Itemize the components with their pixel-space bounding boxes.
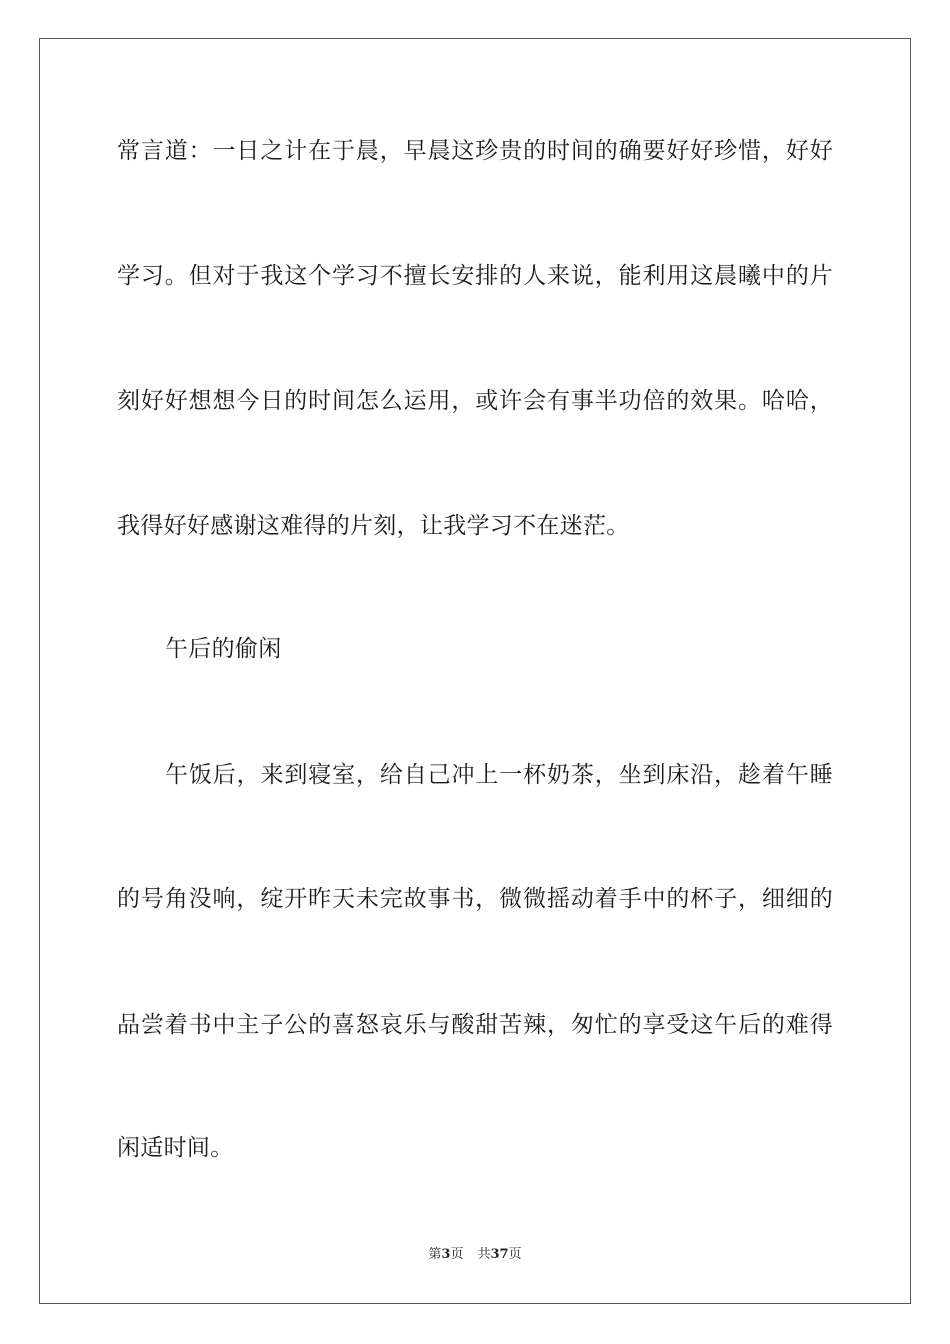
footer-total-pages: 37 bbox=[490, 1247, 509, 1262]
footer-total-suffix: 页 bbox=[508, 1247, 522, 1262]
paragraph-1-line-1: 常言道：一日之计在于晨，早晨这珍贵的时间的确要好好珍惜，好好 bbox=[117, 138, 833, 164]
paragraph-1-line-3: 刻好好想想今日的时间怎么运用，或许会有事半功倍的效果。哈哈， bbox=[117, 388, 833, 414]
footer-page-number: 3 bbox=[441, 1247, 451, 1262]
paragraph-2-line-3: 品尝着书中主子公的喜怒哀乐与酸甜苦辣，匆忙的享受这午后的难得 bbox=[117, 1012, 833, 1038]
paragraph-2-line-1: 午饭后，来到寝室，给自己冲上一杯奶茶，坐到床沿，趁着午睡 bbox=[165, 762, 833, 788]
page-footer bbox=[0, 1247, 950, 1263]
footer-total-prefix: 共 bbox=[477, 1247, 491, 1262]
paragraph-1-line-2: 学习。但对于我这个学习不擅长安排的人来说，能利用这晨曦中的片 bbox=[117, 263, 833, 289]
section-heading: 午后的偷闲 bbox=[165, 636, 282, 662]
page-border bbox=[39, 38, 911, 1304]
paragraph-1-line-4: 我得好好感谢这难得的片刻，让我学习不在迷茫。 bbox=[117, 513, 630, 539]
footer-page-suffix: 页 bbox=[450, 1247, 464, 1262]
paragraph-2-line-2: 的号角没响，绽开昨天未完故事书，微微摇动着手中的杯子，细细的 bbox=[117, 886, 833, 912]
paragraph-2-line-4: 闲适时间。 bbox=[117, 1135, 234, 1161]
footer-page-prefix: 第 bbox=[428, 1247, 442, 1262]
